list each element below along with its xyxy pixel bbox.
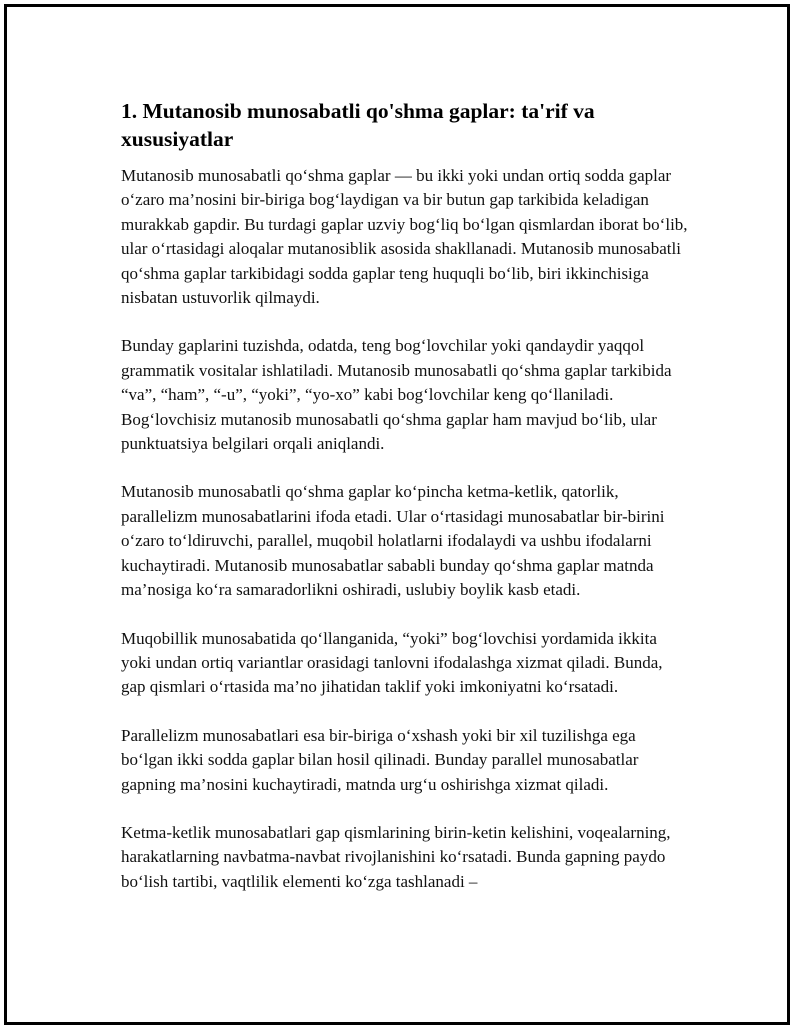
paragraph-conjunctions: Bunday gaplarini tuzishda, odatda, teng bog‘lovchilar yoki qandaydir yaqqol grammatik vositalar ishlatiladi. Mutanosib munosabatli qo‘shma gaplar tarkibida “va”, “ham”, “-u”, “yoki”, “yo-xo” kabi bog‘lovchilar keng qo‘llaniladi. Bog‘lovchisiz mutanosib munosabatli qo‘shma gaplar ham mavjud bo‘lib, ular punktuatsiya belgilari orqali aniqlandi. — [121, 336, 672, 454]
paragraph-definition: Mutanosib munosabatli qo‘shma gaplar — bu ikki yoki undan ortiq sodda gaplar o‘zaro ma’nosini bir-biriga bog‘laydigan va bir butun gap tarkibida keladigan murakkab gapdir. Bu turdagi gaplar uzviy bog‘liq bo‘lgan qismlardan iborat bo‘lib, ular o‘rtasidagi aloqalar mutanosiblik asosida shakllanadi. Mutanosib munosabatli qo‘shma gaplar tarkibidagi sodda gaplar teng huquqli bo‘lib, biri ikkinchisiga nisbatan ustuvorlik qilmaydi. — [121, 166, 688, 308]
paragraph-parallelism: Parallelizm munosabatlari esa bir-biriga o‘xshash yoki bir xil tuzilishga ega bo‘lgan ikki sodda gaplar bilan hosil qilinadi. Bunday parallel munosabatlar gapning ma’nosini kuchaytiradi, matnda urg‘u oshirishga xizmat qiladi. — [121, 725, 639, 794]
document-page — [4, 4, 790, 1025]
section-heading: 1. Mutanosib munosabatli qo'shma gaplar: ta'rif va xususiyatlar — [121, 99, 595, 151]
paragraph-sequence: Ketma-ketlik munosabatlari gap qismlarining birin-ketin kelishini, voqealarning, harakatlarning navbatma-navbat rivojlanishini ko‘rsatadi. Bunda gapning paydo bo‘lish tartibi, vaqtlilik elementi ko‘zga tashlanadi – — [121, 822, 671, 891]
paragraph-alternative: Muqobillik munosabatida qo‘llanganida, “yoki” bog‘lovchisi yordamida ikkita yoki undan ortiq variantlar orasidagi tanlovni ifodalashga xizmat qiladi. Bunda, gap qismlari o‘rtasida ma’no jihatidan taklif yoki imkoniyatni ko‘rsatadi. — [121, 628, 663, 697]
paragraph-relations: Mutanosib munosabatli qo‘shma gaplar ko‘pincha ketma-ketlik, qatorlik, parallelizm munosabatlarini ifoda etadi. Ular o‘rtasidagi munosabatlar bir-birini o‘zaro to‘ldiruvchi, parallel, muqobil holatlarni ifodalaydi va ushbu ifodalarni kuchaytiradi. Mutanosib munosabatlar sababli bunday qo‘shma gaplar matnda ma’nosiga ko‘ra samaradorlikni oshiradi, uslubiy boylik kasb etadi. — [121, 482, 665, 600]
document-body — [121, 97, 689, 918]
